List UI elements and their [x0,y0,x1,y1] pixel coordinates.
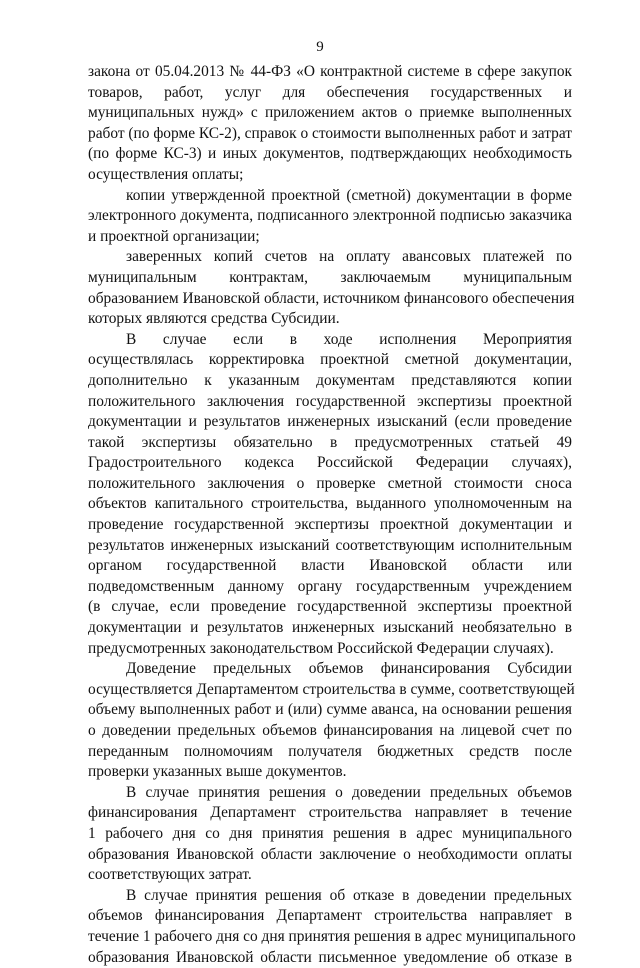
text-line: электронного документа, подписанного электронной подписью заказчика [88,207,572,225]
text-line: образования Ивановской области заключение о необходимости оплаты [88,845,572,863]
text-line: документации и результатов инженерных изысканий (если проведение [88,413,572,431]
text-line: соответствующих затрат. [88,866,252,884]
text-line: течение 1 рабочего дня со дня принятия решения в адрес муниципального [88,927,576,945]
text-line: муниципальных нужд» с приложением актов о приемке выполненных [88,104,572,122]
text-line: (по форме КС-3) и иных документов, подтверждающих необходимость [88,145,572,163]
text-line: предусмотренных законодательством Российской Федерации случаях). [88,639,554,657]
text-line: Доведение предельных объемов финансирования Субсидии [126,660,572,678]
text-line: муниципальным контрактам, заключаемым муниципальным [88,268,572,286]
text-line: Градостроительного кодекса Российской Федерации случаях), [88,454,572,472]
text-line: осуществления оплаты; [88,165,244,183]
text-line: объектов капитального строительства, выданного уполномоченным на [88,495,572,513]
document-body-text [88,62,576,968]
text-line: положительного заключения о проверке сметной стоимости сноса [88,474,572,492]
text-line: документации и результатов инженерных изысканий необязательно в [88,619,572,637]
text-line: В случае принятия решения об отказе в доведении предельных [126,886,572,904]
text-line: положительного заключения государственной экспертизы проектной [88,392,572,410]
text-line: товаров, работ, услуг для обеспечения государственных и [88,83,572,101]
text-line: осуществляется Департаментом строительства в сумме, соответствующей [88,680,575,698]
text-line: переданным полномочиям получателя бюджетных средств после [88,742,572,760]
text-line: дополнительно к указанным документам представляются копии [88,371,572,389]
text-line: образованием Ивановской области, источником финансового обеспечения [88,289,575,307]
text-line: работ (по форме КС-2), справок о стоимости выполненных работ и затрат [88,124,572,142]
text-line: которых являются средства Субсидии. [88,310,340,328]
text-line: В случае если в ходе исполнения Мероприятия [126,330,572,348]
text-line: подведомственным данному органу государственным учреждением [88,577,572,595]
page-number: 9 [316,39,324,55]
text-line: объемов финансирования Департамент строительства направляет в [88,907,572,925]
text-line: копии утвержденной проектной (сметной) документации в форме [126,186,572,204]
text-line: органом государственной власти Ивановской области или [88,557,572,575]
text-line: 1 рабочего дня со дня принятия решения в адрес муниципального [88,824,572,842]
text-line: о доведении предельных объемов финансирования на лицевой счет по [88,722,572,739]
text-line: образования Ивановской области письменное уведомление об отказе в [88,948,572,966]
text-line: объему выполненных работ и (или) сумме аванса, на основании решения [88,701,572,719]
text-line: закона от 05.04.2013 № 44-ФЗ «О контрактной системе в сфере закупок [88,63,572,80]
text-line: заверенных копий счетов на оплату авансовых платежей по [126,248,572,266]
text-line: финансирования Департамент строительства направляет в течение [88,804,572,822]
text-line: (в случае, если проведение государственной экспертизы проектной [88,598,572,616]
text-line: результатов инженерных изысканий соответствующим исполнительным [88,536,572,554]
text-line: и проектной организации; [88,227,260,245]
text-line: такой экспертизы обязательно в предусмотренных статьей 49 [88,433,572,451]
text-line: проведение государственной экспертизы проектной документации и [88,516,572,534]
text-line: В случае принятия решения о доведении предельных объемов [126,783,572,801]
text-line: проверки указанных выше документов. [88,763,347,781]
text-line: осуществлялась корректировка проектной сметной документации, [88,351,572,369]
